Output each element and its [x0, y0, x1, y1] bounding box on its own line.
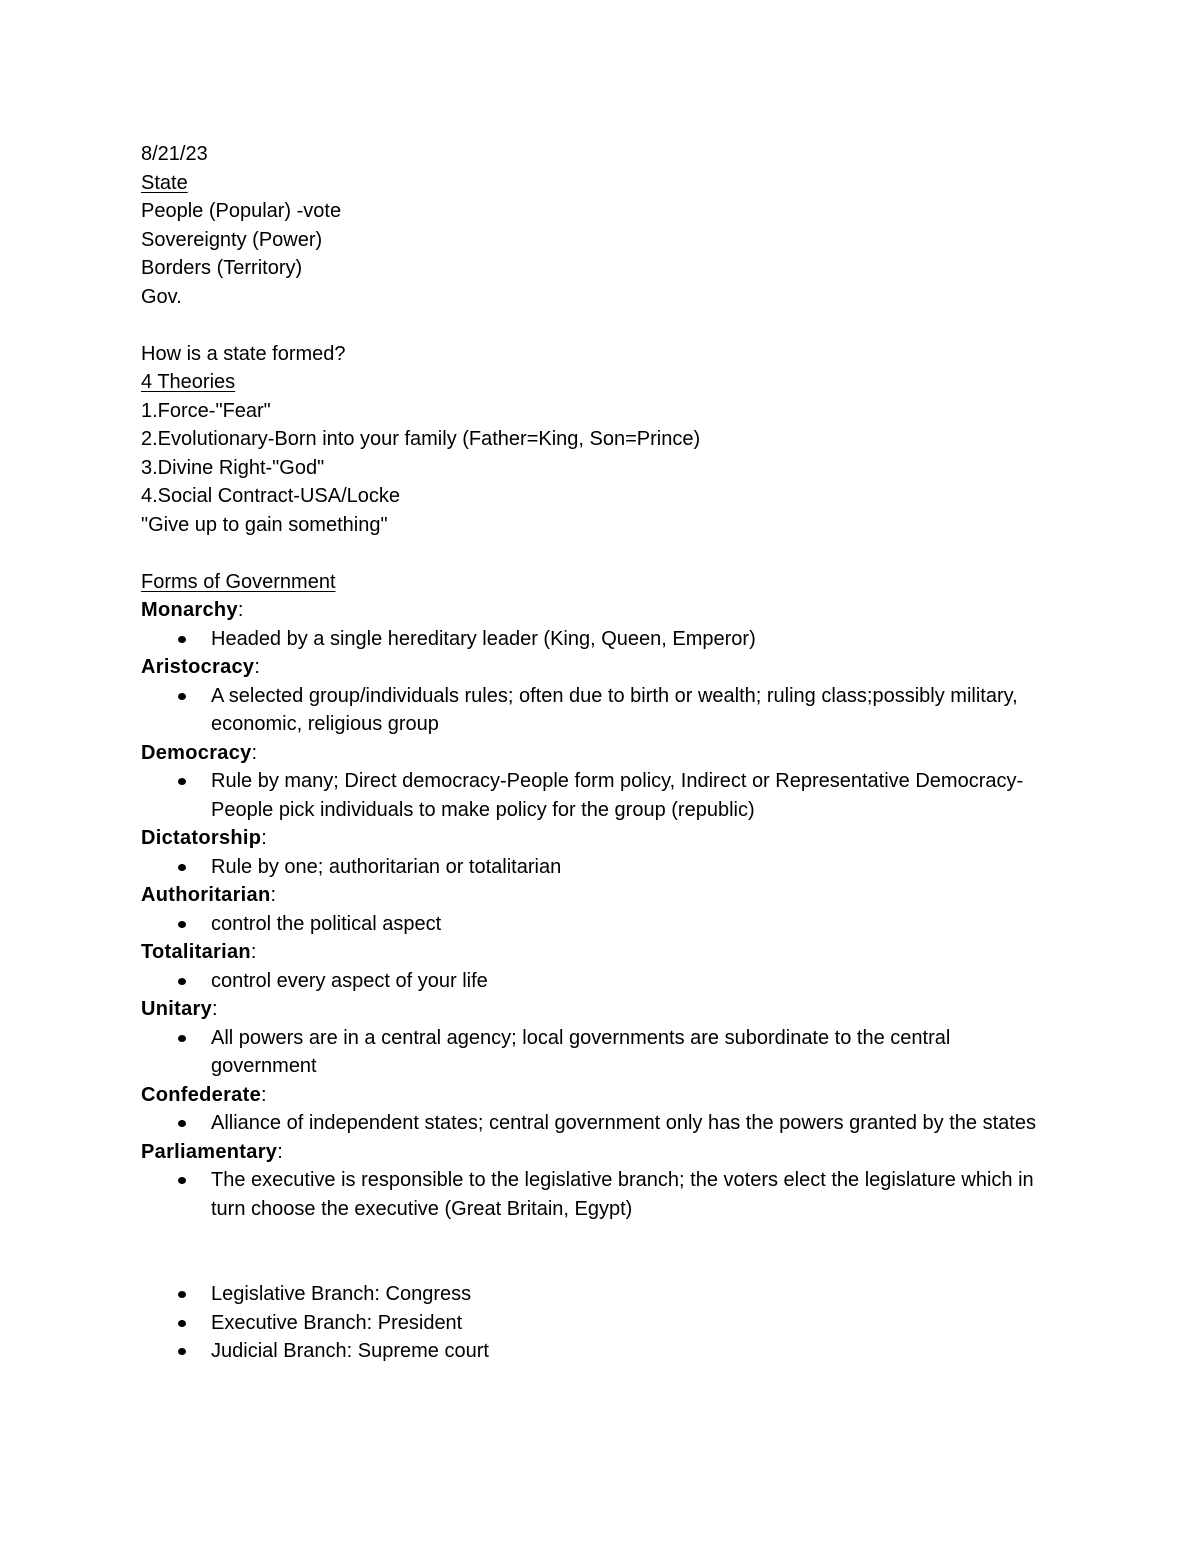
- branch-item: [211, 1280, 1051, 1309]
- bullet-icon: [178, 1120, 186, 1127]
- branch-text: Judicial Branch: Supreme court: [211, 1340, 489, 1362]
- form-term-colon: :: [270, 884, 277, 906]
- form-term-name: Parliamentary: [141, 1140, 278, 1163]
- bullet-icon: [178, 1348, 186, 1355]
- form-definition-text: control every aspect of your life: [211, 969, 488, 992]
- theory-item: 4.Social Contract-USA/Locke: [141, 485, 401, 507]
- form-term-colon: :: [254, 656, 260, 678]
- form-term: [141, 824, 1061, 853]
- form-term: [141, 596, 1061, 625]
- form-definition: [211, 1166, 1051, 1223]
- bullet-icon: [178, 693, 186, 700]
- spacer: [141, 539, 1061, 568]
- theory-item: 3.Divine Right-"God": [141, 456, 325, 479]
- branch-item: [211, 1337, 1051, 1366]
- state-item: Borders (Territory): [141, 257, 303, 279]
- form-term-colon: :: [237, 599, 244, 621]
- form-term-colon: :: [251, 741, 258, 764]
- form-definition-text: Headed by a single hereditary leader (King, Queen, Emperor): [211, 627, 756, 650]
- form-term: [141, 1138, 1061, 1167]
- document-page: [141, 140, 1061, 1366]
- theory-quote: "Give up to gain something": [141, 513, 388, 536]
- form-definition-text: Rule by one; authoritarian or totalitarian: [211, 855, 562, 878]
- form-term-name: Totalitarian: [141, 941, 251, 963]
- form-term: [141, 739, 1061, 768]
- state-heading: State: [141, 171, 188, 194]
- form-bullet-list: [141, 853, 1061, 882]
- bullet-icon: [178, 1177, 186, 1184]
- form-definition: [211, 767, 1051, 824]
- question-line: How is a state formed?: [141, 342, 346, 365]
- form-term-colon: :: [277, 1140, 283, 1163]
- form-definition-text: Alliance of independent states; central government only has the powers granted by the states: [211, 1112, 1036, 1134]
- form-definition-text: All powers are in a central agency; local governments are subordinate to the central government: [211, 1026, 951, 1077]
- form-term: [141, 995, 1061, 1024]
- form-term: [141, 881, 1061, 910]
- form-term-name: Confederate: [141, 1083, 261, 1106]
- form-term-name: Monarchy: [141, 599, 238, 621]
- form-term-colon: :: [250, 941, 257, 963]
- theory-item: 1.Force-"Fear": [141, 399, 271, 422]
- form-term-name: Authoritarian: [141, 884, 271, 906]
- form-bullet-list: [141, 1109, 1061, 1138]
- form-term-colon: :: [261, 827, 267, 849]
- form-bullet-list: [141, 967, 1061, 996]
- branch-item: [211, 1309, 1051, 1338]
- state-item: People (Popular) -vote: [141, 200, 342, 222]
- form-bullet-list: [141, 1166, 1061, 1223]
- form-bullet-list: [141, 625, 1061, 654]
- bullet-icon: [178, 921, 186, 928]
- form-term-name: Aristocracy: [141, 656, 255, 678]
- bullet-icon: [178, 1291, 186, 1298]
- form-definition: [211, 967, 1051, 996]
- form-bullet-list: [141, 1024, 1061, 1081]
- form-definition: [211, 682, 1051, 739]
- spacer: [141, 311, 1061, 340]
- bullet-icon: [178, 636, 186, 643]
- form-definition: [211, 1109, 1051, 1138]
- bullet-icon: [178, 778, 186, 785]
- form-term-colon: :: [212, 998, 218, 1020]
- form-bullet-list: [141, 767, 1061, 824]
- forms-heading: Forms of Government: [141, 570, 336, 593]
- bullet-icon: [178, 1035, 186, 1042]
- form-term-colon: :: [261, 1083, 267, 1106]
- form-definition: [211, 625, 1051, 654]
- form-term-name: Democracy: [141, 741, 252, 764]
- bullet-icon: [178, 1320, 186, 1327]
- state-item: Sovereignty (Power): [141, 228, 323, 251]
- form-definition-text: The executive is responsible to the legislative branch; the voters elect the legislature which in turn choose the executive (Great Britain, Egypt): [211, 1169, 1034, 1220]
- form-definition: [211, 853, 1051, 882]
- branch-text: Legislative Branch: Congress: [211, 1283, 472, 1305]
- form-definition: [211, 1024, 1051, 1081]
- branches-list: [141, 1280, 1061, 1366]
- form-term-name: Dictatorship: [141, 827, 262, 849]
- theory-item: 2.Evolutionary-Born into your family (Father=King, Son=Prince): [141, 428, 701, 450]
- form-definition-text: A selected group/individuals rules; often due to birth or wealth; ruling class;possibly military, economic, religious group: [211, 684, 1018, 735]
- bullet-icon: [178, 978, 186, 985]
- form-term: [141, 653, 1061, 682]
- form-definition: [211, 910, 1051, 939]
- spacer: [141, 1223, 1061, 1280]
- form-definition-text: Rule by many; Direct democracy-People form policy, Indirect or Representative Democracy-People pick individuals to make policy for the group (republic): [211, 770, 1024, 821]
- form-term-name: Unitary: [141, 998, 213, 1020]
- date-line: 8/21/23: [141, 143, 208, 165]
- form-term: [141, 1081, 1061, 1110]
- form-bullet-list: [141, 910, 1061, 939]
- form-term: [141, 938, 1061, 967]
- bullet-icon: [178, 864, 186, 871]
- form-bullet-list: [141, 682, 1061, 739]
- state-item: Gov.: [141, 285, 182, 308]
- branch-text: Executive Branch: President: [211, 1311, 463, 1334]
- form-definition-text: control the political aspect: [211, 912, 442, 935]
- theories-heading: 4 Theories: [141, 371, 236, 393]
